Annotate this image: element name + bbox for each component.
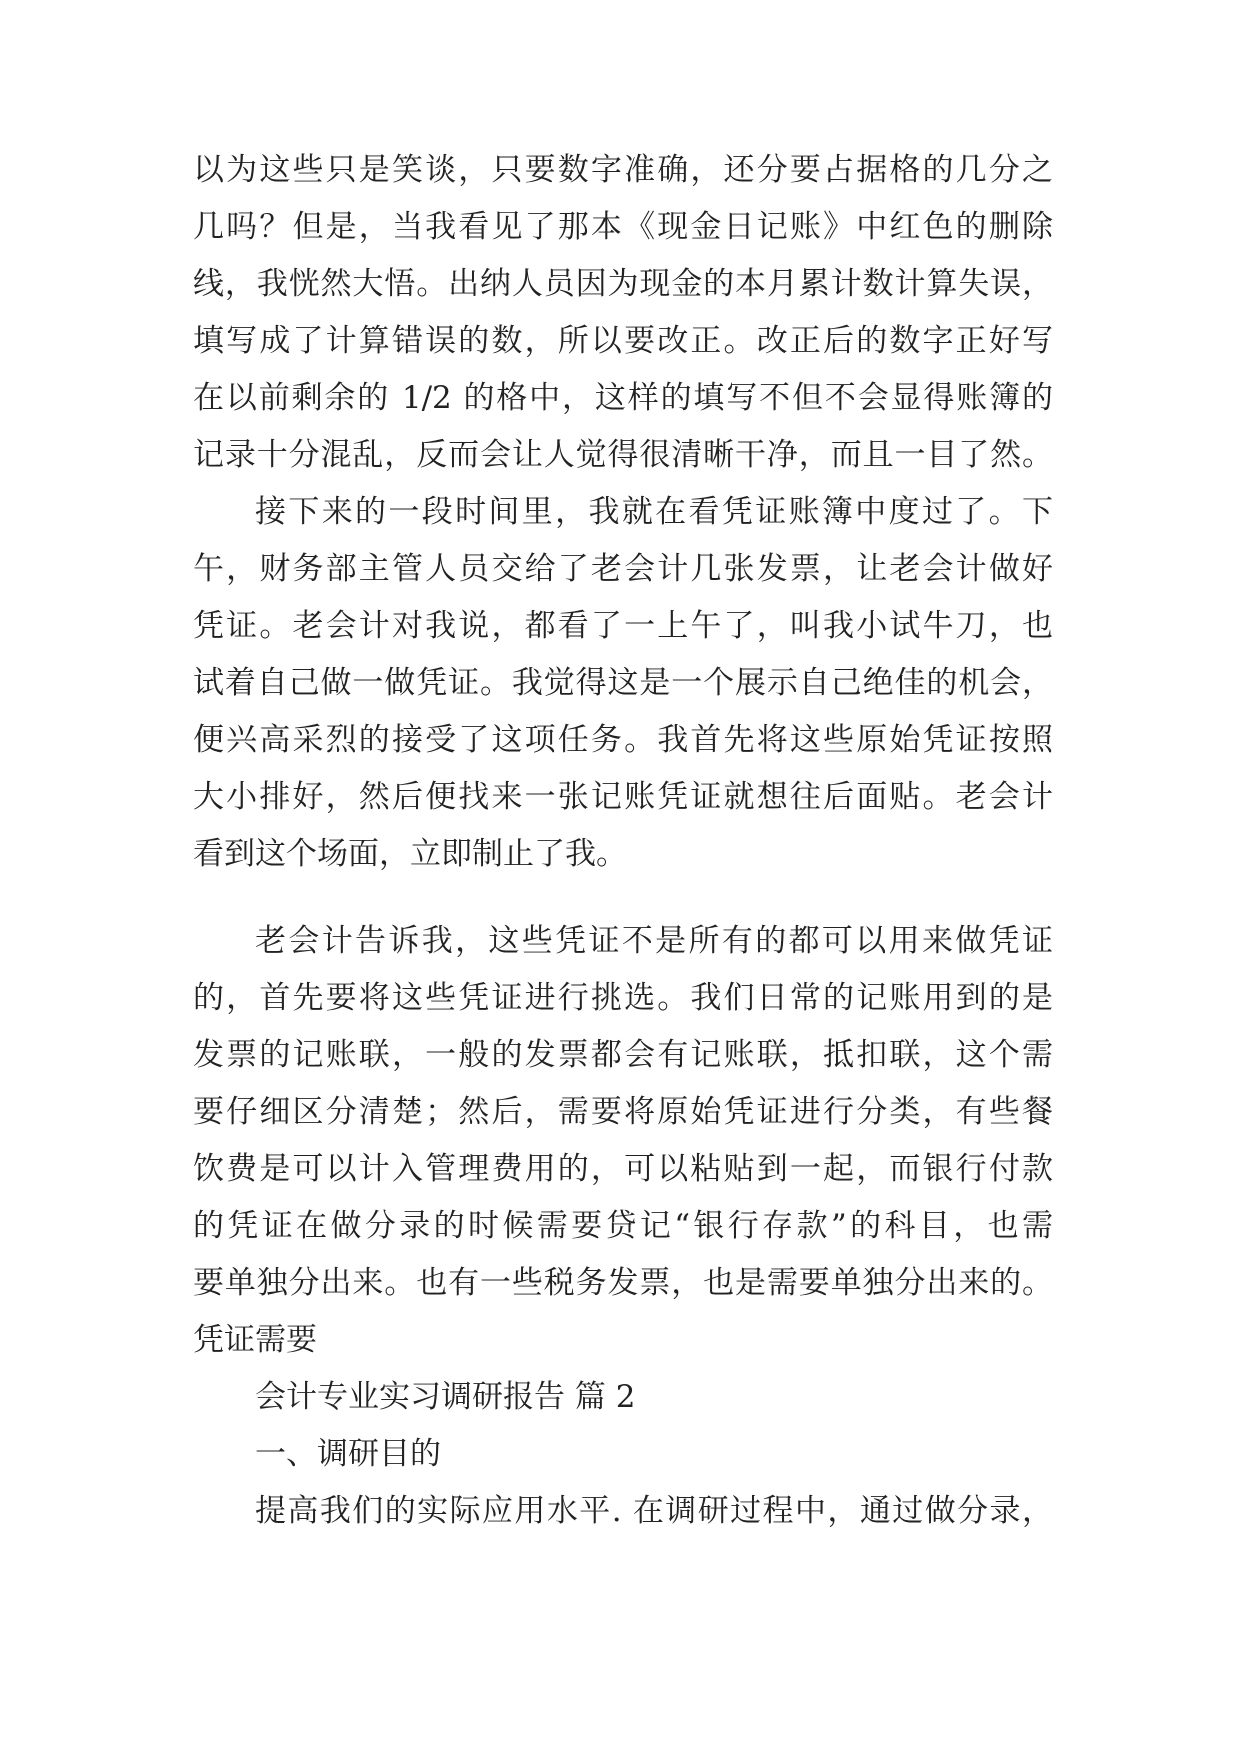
text-line-21: 凭证需要	[193, 1322, 317, 1358]
text-line-15: 的，首先要将这些凭证进行挑选。我们日常的记账用到的是	[193, 980, 1053, 1016]
text-line-16: 发票的记账联，一般的发票都会有记账联，抵扣联，这个需	[193, 1037, 1053, 1073]
section-heading: 会计专业实习调研报告 篇 2	[255, 1379, 636, 1415]
text-line-11: 便兴高采烈的接受了这项任务。我首先将这些原始凭证按照	[193, 722, 1053, 758]
text-line-12: 大小排好，然后便找来一张记账凭证就想往后面贴。老会计	[193, 779, 1053, 815]
text-line-2: 几吗？但是，当我看见了那本《现金日记账》中红色的删除	[193, 209, 1053, 245]
text-line-14: 老会计告诉我，这些凭证不是所有的都可以用来做凭证	[255, 923, 1053, 959]
text-line-9: 凭证。老会计对我说，都看了一上午了，叫我小试牛刀，也	[193, 608, 1053, 644]
text-line-10: 试着自己做一做凭证。我觉得这是一个展示自己绝佳的机会，	[193, 665, 1053, 701]
text-line-5: 在以前剩余的 1/2 的格中，这样的填写不但不会显得账簿的	[193, 380, 1053, 416]
text-line-6: 记录十分混乱，反而会让人觉得很清晰干净，而且一目了然。	[193, 437, 1053, 473]
text-line-18: 饮费是可以计入管理费用的，可以粘贴到一起，而银行付款	[193, 1151, 1053, 1187]
text-line-19: 的凭证在做分录的时候需要贷记“银行存款”的科目，也需	[193, 1208, 1053, 1244]
text-line-1: 以为这些只是笑谈，只要数字准确，还分要占据格的几分之	[193, 152, 1053, 188]
text-line-4: 填写成了计算错误的数，所以要改正。改正后的数字正好写	[193, 323, 1053, 359]
text-line-13: 看到这个场面，立即制止了我。	[193, 836, 627, 872]
text-line-20: 要单独分出来。也有一些税务发票，也是需要单独分出来的。	[193, 1265, 1053, 1301]
text-line-7: 接下来的一段时间里，我就在看凭证账簿中度过了。下	[255, 494, 1053, 530]
text-line-24: 提高我们的实际应用水平. 在调研过程中，通过做分录，	[255, 1493, 1053, 1529]
text-line-3: 线，我恍然大悟。出纳人员因为现金的本月累计数计算失误，	[193, 266, 1053, 302]
text-line-17: 要仔细区分清楚；然后，需要将原始凭证进行分类，有些餐	[193, 1094, 1053, 1130]
text-line-8: 午，财务部主管人员交给了老会计几张发票，让老会计做好	[193, 551, 1053, 587]
subsection-heading: 一、调研目的	[255, 1436, 441, 1472]
